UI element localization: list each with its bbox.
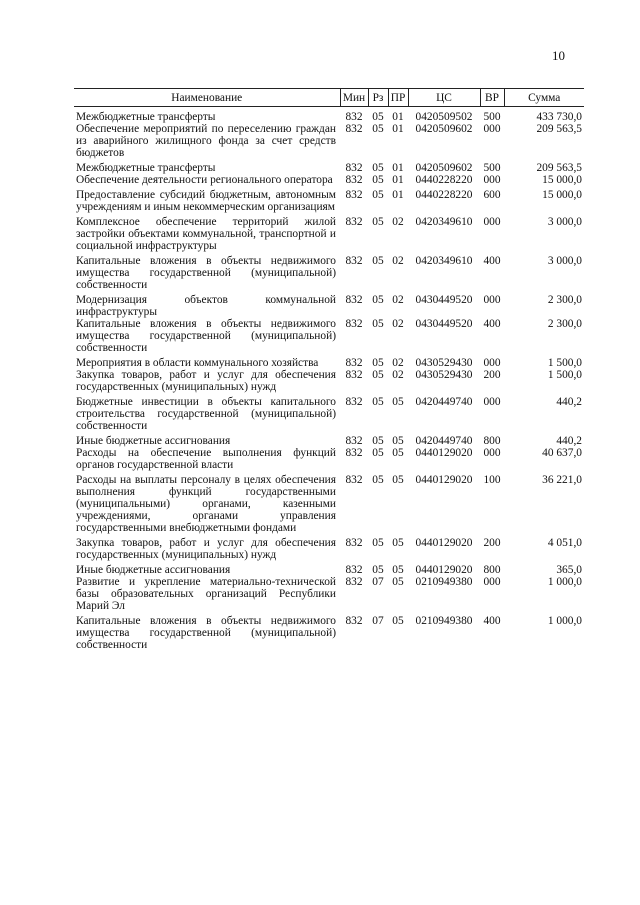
table-row [74, 447, 584, 474]
table-row [74, 255, 584, 294]
row-vr-cell: 100 [483, 474, 501, 486]
row-vr-cell: 000 [483, 123, 501, 135]
row-rz-cell: 05 [372, 294, 384, 306]
row-min-cell: 832 [345, 318, 363, 330]
row-vr-cell: 800 [483, 564, 501, 576]
row-rz-cell: 07 [372, 615, 384, 627]
row-rz-cell: 05 [372, 357, 384, 369]
row-min-cell: 832 [345, 369, 363, 381]
row-min-cell: 832 [345, 294, 363, 306]
row-rz-cell: 05 [372, 396, 384, 408]
row-name-cell: Расходы на выплаты персоналу в целях обеспечения выполнения функций государственными (муниципальными) органами, казенными учреждениями, органами управления государственными внебюджетными фондами [76, 474, 336, 534]
row-rz-cell: 05 [372, 474, 384, 486]
row-pr-cell: 01 [392, 189, 404, 201]
row-vr-cell: 000 [483, 294, 501, 306]
header-cs: ЦС [408, 89, 480, 107]
row-pr-cell: 02 [392, 318, 404, 330]
row-min-cell: 832 [345, 216, 363, 228]
row-pr-cell: 05 [392, 435, 404, 447]
row-pr-cell: 05 [392, 564, 404, 576]
header-min: Мин [340, 89, 368, 107]
row-min-cell: 832 [345, 174, 363, 186]
row-pr-cell: 05 [392, 447, 404, 459]
row-cs-cell: 0440129020 [415, 564, 473, 576]
row-sum-cell: 440,2 [556, 435, 582, 447]
row-cs-cell: 0440129020 [415, 537, 473, 549]
row-cs-cell: 0420449740 [415, 396, 473, 408]
table-row [74, 615, 584, 651]
row-vr-cell: 500 [483, 111, 501, 123]
row-min-cell: 832 [345, 357, 363, 369]
row-name-cell: Бюджетные инвестиции в объекты капитального строительства государственной (муниципальной) собственности [76, 396, 336, 432]
page-number: 10 [552, 48, 565, 63]
row-rz-cell: 05 [372, 189, 384, 201]
row-vr-cell: 000 [483, 447, 501, 459]
row-vr-cell: 000 [483, 216, 501, 228]
row-vr-cell: 400 [483, 318, 501, 330]
table-row [74, 216, 584, 255]
header-pr: ПР [388, 89, 408, 107]
table-header-row [74, 89, 584, 107]
row-min-cell: 832 [345, 396, 363, 408]
row-pr-cell: 02 [392, 255, 404, 267]
row-pr-cell: 01 [392, 123, 404, 135]
table-row [74, 318, 584, 357]
row-cs-cell: 0420349610 [415, 216, 473, 228]
row-name-cell: Развитие и укрепление материально-технической базы образовательных организаций Республики Марий Эл [76, 576, 336, 612]
row-pr-cell: 05 [392, 474, 404, 486]
table-row [74, 564, 584, 576]
row-sum-cell: 365,0 [556, 564, 582, 576]
row-cs-cell: 0440129020 [415, 474, 473, 486]
row-name-cell: Предоставление субсидий бюджетным, автономным учреждениям и иным некоммерческим организациям [76, 189, 336, 213]
row-cs-cell: 0430449520 [415, 294, 473, 306]
row-pr-cell: 01 [392, 111, 404, 123]
table-row [74, 369, 584, 396]
row-name-cell: Мероприятия в области коммунального хозяйства [76, 357, 319, 369]
row-name-cell: Закупка товаров, работ и услуг для обеспечения государственных (муниципальных) нужд [76, 537, 336, 561]
row-sum-cell: 15 000,0 [542, 174, 582, 186]
row-name-cell: Модернизация объектов коммунальной инфраструктуры [76, 294, 336, 318]
row-min-cell: 832 [345, 111, 363, 123]
table-row [74, 576, 584, 615]
row-cs-cell: 0440129020 [415, 447, 473, 459]
row-rz-cell: 05 [372, 447, 384, 459]
row-pr-cell: 01 [392, 174, 404, 186]
row-sum-cell: 3 000,0 [547, 255, 582, 267]
row-min-cell: 832 [345, 537, 363, 549]
row-cs-cell: 0210949380 [415, 576, 473, 588]
row-rz-cell: 05 [372, 123, 384, 135]
row-vr-cell: 500 [483, 162, 501, 174]
row-name-cell: Иные бюджетные ассигнования [76, 564, 231, 576]
row-sum-cell: 209 563,5 [536, 162, 582, 174]
row-sum-cell: 1 500,0 [547, 357, 582, 369]
row-pr-cell: 05 [392, 537, 404, 549]
row-cs-cell: 0440228220 [415, 174, 473, 186]
row-sum-cell: 209 563,5 [536, 123, 582, 135]
table-body [74, 107, 584, 652]
row-min-cell: 832 [345, 615, 363, 627]
table-row [74, 537, 584, 564]
row-rz-cell: 05 [372, 111, 384, 123]
row-pr-cell: 02 [392, 357, 404, 369]
row-vr-cell: 600 [483, 189, 501, 201]
budget-table [74, 88, 584, 651]
row-vr-cell: 800 [483, 435, 501, 447]
row-rz-cell: 05 [372, 255, 384, 267]
row-sum-cell: 4 051,0 [547, 537, 582, 549]
row-name-cell: Расходы на обеспечение выполнения функций органов государственной власти [76, 447, 336, 471]
row-pr-cell: 01 [392, 162, 404, 174]
row-name-cell: Капитальные вложения в объекты недвижимого имущества государственной (муниципальной) собственности [76, 255, 336, 291]
row-pr-cell: 02 [392, 294, 404, 306]
row-rz-cell: 05 [372, 537, 384, 549]
row-cs-cell: 0210949380 [415, 615, 473, 627]
row-name-cell: Межбюджетные трансферты [76, 162, 216, 174]
row-cs-cell: 0420509502 [415, 111, 473, 123]
row-min-cell: 832 [345, 162, 363, 174]
row-cs-cell: 0430529430 [415, 357, 473, 369]
row-rz-cell: 07 [372, 576, 384, 588]
table-row [74, 474, 584, 537]
row-min-cell: 832 [345, 564, 363, 576]
row-rz-cell: 05 [372, 216, 384, 228]
row-vr-cell: 400 [483, 615, 501, 627]
row-vr-cell: 000 [483, 576, 501, 588]
row-name-cell: Закупка товаров, работ и услуг для обеспечения государственных (муниципальных) нужд [76, 369, 336, 393]
table-row [74, 107, 584, 124]
table-row [74, 189, 584, 216]
header-vr: ВР [480, 89, 504, 107]
row-sum-cell: 2 300,0 [547, 294, 582, 306]
row-sum-cell: 3 000,0 [547, 216, 582, 228]
row-pr-cell: 02 [392, 216, 404, 228]
row-pr-cell: 05 [392, 576, 404, 588]
row-sum-cell: 1 000,0 [547, 576, 582, 588]
row-min-cell: 832 [345, 474, 363, 486]
row-min-cell: 832 [345, 435, 363, 447]
row-min-cell: 832 [345, 447, 363, 459]
row-sum-cell: 40 637,0 [542, 447, 582, 459]
row-pr-cell: 05 [392, 615, 404, 627]
row-cs-cell: 0430449520 [415, 318, 473, 330]
row-sum-cell: 15 000,0 [542, 189, 582, 201]
row-sum-cell: 2 300,0 [547, 318, 582, 330]
row-sum-cell: 433 730,0 [536, 111, 582, 123]
row-rz-cell: 05 [372, 564, 384, 576]
row-rz-cell: 05 [372, 162, 384, 174]
row-vr-cell: 000 [483, 357, 501, 369]
header-sum: Сумма [504, 89, 584, 107]
row-name-cell: Капитальные вложения в объекты недвижимого имущества государственной (муниципальной) собственности [76, 615, 336, 651]
row-vr-cell: 200 [483, 369, 501, 381]
row-min-cell: 832 [345, 123, 363, 135]
row-name-cell: Межбюджетные трансферты [76, 111, 216, 123]
table-row [74, 174, 584, 189]
row-cs-cell: 0430529430 [415, 369, 473, 381]
row-sum-cell: 36 221,0 [542, 474, 582, 486]
row-pr-cell: 05 [392, 396, 404, 408]
row-min-cell: 832 [345, 255, 363, 267]
table-row [74, 396, 584, 435]
row-name-cell: Иные бюджетные ассигнования [76, 435, 231, 447]
row-rz-cell: 05 [372, 369, 384, 381]
row-cs-cell: 0420509602 [415, 123, 473, 135]
row-vr-cell: 400 [483, 255, 501, 267]
row-pr-cell: 02 [392, 369, 404, 381]
row-name-cell: Обеспечение мероприятий по переселению граждан из аварийного жилищного фонда за счет средств бюджетов [76, 123, 336, 159]
row-vr-cell: 000 [483, 396, 501, 408]
row-cs-cell: 0420349610 [415, 255, 473, 267]
row-sum-cell: 1 000,0 [547, 615, 582, 627]
table-row [74, 357, 584, 369]
table-row [74, 162, 584, 174]
header-rz: Рз [368, 89, 388, 107]
row-name-cell: Обеспечение деятельности регионального оператора [76, 174, 333, 186]
row-rz-cell: 05 [372, 435, 384, 447]
row-sum-cell: 1 500,0 [547, 369, 582, 381]
table-row [74, 123, 584, 162]
row-sum-cell: 440,2 [556, 396, 582, 408]
table-row [74, 435, 584, 447]
row-min-cell: 832 [345, 189, 363, 201]
table-row [74, 294, 584, 318]
header-name: Наименование [74, 89, 340, 107]
row-cs-cell: 0420509602 [415, 162, 473, 174]
row-name-cell: Комплексное обеспечение территорий жилой застройки объектами коммунальной, транспортной и социальной инфраструктуры [76, 216, 336, 252]
row-vr-cell: 200 [483, 537, 501, 549]
row-min-cell: 832 [345, 576, 363, 588]
row-rz-cell: 05 [372, 174, 384, 186]
row-name-cell: Капитальные вложения в объекты недвижимого имущества государственной (муниципальной) собственности [76, 318, 336, 354]
row-vr-cell: 000 [483, 174, 501, 186]
row-cs-cell: 0420449740 [415, 435, 473, 447]
row-cs-cell: 0440228220 [415, 189, 473, 201]
row-rz-cell: 05 [372, 318, 384, 330]
